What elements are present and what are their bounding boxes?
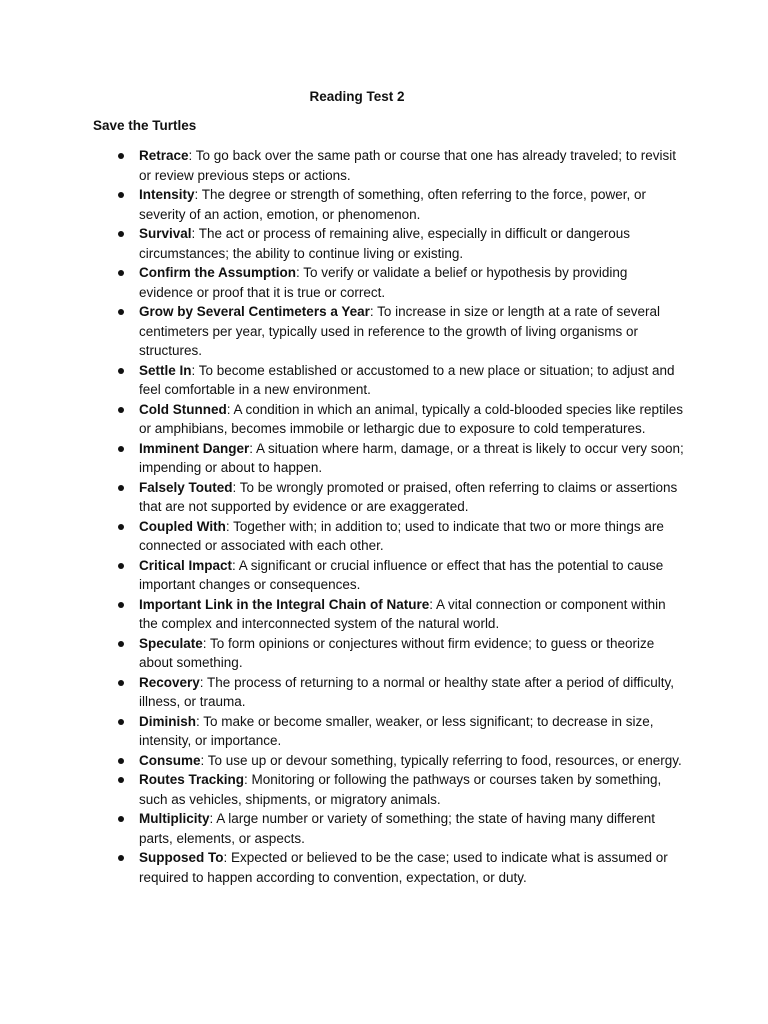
- term-definition: : To use up or devour something, typically referring to food, resources, or energy.: [200, 752, 682, 768]
- list-item: [139, 302, 684, 361]
- bullet-icon: [118, 270, 124, 276]
- list-item: [139, 556, 684, 595]
- term-definition: : A vital connection or component within the complex and interconnected system of the natural world.: [139, 596, 666, 631]
- list-item: [139, 400, 684, 439]
- term-label: Confirm the Assumption: [139, 265, 296, 280]
- list-item: [139, 634, 684, 673]
- list-item: [139, 809, 684, 848]
- term-label: Critical Impact: [139, 557, 233, 573]
- term-label: Consume: [139, 752, 201, 768]
- term-label: Routes Tracking: [139, 772, 245, 787]
- bullet-icon: [118, 153, 124, 159]
- term-label: Settle In: [139, 362, 192, 378]
- list-item: [139, 439, 684, 478]
- term-definition: : To be wrongly promoted or praised, often referring to claims or assertions that are not supported by evidence or are exaggerated.: [139, 479, 678, 514]
- term-definition: : To verify or validate a belief or hypothesis by providing evidence or proof that it is true or correct.: [139, 265, 628, 300]
- bullet-icon: [118, 680, 124, 686]
- bullet-icon: [118, 231, 124, 237]
- bullet-icon: [118, 641, 124, 647]
- list-item: [139, 770, 684, 809]
- bullet-icon: [118, 602, 124, 608]
- term-definition: : To make or become smaller, weaker, or less significant; to decrease in size, intensity, or importance.: [139, 713, 654, 748]
- bullet-icon: [118, 407, 124, 413]
- bullet-icon: [118, 192, 124, 198]
- term-definition: : Expected or believed to be the case; used to indicate what is assumed or required to happen according to convention, expectation, or duty.: [139, 850, 668, 885]
- list-item: [139, 263, 684, 302]
- bullet-icon: [118, 758, 124, 764]
- term-label: Survival: [139, 226, 192, 241]
- term-label: Supposed To: [139, 850, 224, 865]
- section-title: Save the Turtles: [93, 118, 197, 133]
- term-definition: : A situation where harm, damage, or a threat is likely to occur very soon; impending or about to happen.: [139, 440, 684, 475]
- list-item: [139, 848, 684, 887]
- bullet-icon: [118, 719, 124, 725]
- term-label: Grow by Several Centimeters a Year: [139, 304, 370, 319]
- bullet-icon: [118, 368, 124, 374]
- term-definition: : The process of returning to a normal or healthy state after a period of difficulty, illness, or trauma.: [139, 674, 675, 709]
- bullet-icon: [118, 563, 124, 569]
- term-definition: : A significant or crucial influence or effect that has the potential to cause important changes or consequences.: [139, 557, 664, 592]
- bullet-icon: [118, 485, 124, 491]
- term-definition: : The act or process of remaining alive, especially in difficult or dangerous circumstances; the ability to continue living or existing.: [139, 226, 631, 261]
- term-label: Falsely Touted: [139, 479, 233, 495]
- list-item: [139, 361, 684, 400]
- bullet-icon: [118, 524, 124, 530]
- list-item: [139, 712, 684, 751]
- term-definition: : To go back over the same path or course that one has already traveled; to revisit or review previous steps or actions.: [139, 148, 677, 183]
- bullet-icon: [118, 855, 124, 861]
- term-label: Retrace: [139, 148, 189, 163]
- term-label: Cold Stunned: [139, 401, 227, 417]
- term-label: Speculate: [139, 635, 203, 651]
- document-title: Reading Test 2: [309, 89, 405, 104]
- list-item: [139, 146, 684, 185]
- bullet-icon: [118, 816, 124, 822]
- term-label: Diminish: [139, 713, 197, 729]
- term-definition: : Monitoring or following the pathways or courses taken by something, such as vehicles, shipments, or migratory animals.: [139, 772, 662, 807]
- list-item: [139, 751, 684, 771]
- term-label: Multiplicity: [139, 811, 210, 826]
- list-item: [139, 185, 684, 224]
- term-label: Intensity: [139, 187, 195, 202]
- term-label: Imminent Danger: [139, 440, 250, 456]
- term-label: Coupled With: [139, 518, 226, 534]
- list-item: [139, 478, 684, 517]
- vocabulary-list: [139, 146, 684, 887]
- bullet-icon: [118, 777, 124, 783]
- term-label: Important Link in the Integral Chain of Nature: [139, 596, 430, 612]
- term-label: Recovery: [139, 674, 200, 690]
- term-definition: : The degree or strength of something, often referring to the force, power, or severity of an action, emotion, or phenomenon.: [139, 187, 647, 222]
- bullet-icon: [118, 446, 124, 452]
- term-definition: : To become established or accustomed to a new place or situation; to adjust and feel comfortable in a new environment.: [139, 362, 675, 397]
- list-item: [139, 224, 684, 263]
- term-definition: : A large number or variety of something; the state of having many different parts, elements, or aspects.: [139, 811, 655, 846]
- term-definition: : To increase in size or length at a rate of several centimeters per year, typically used in reference to the growth of living organisms or structures.: [139, 304, 661, 358]
- list-item: [139, 673, 684, 712]
- term-definition: : A condition in which an animal, typically a cold-blooded species like reptiles or amphibians, becomes immobile or lethargic due to exposure to cold temperatures.: [139, 401, 684, 436]
- list-item: [139, 517, 684, 556]
- term-definition: : To form opinions or conjectures without firm evidence; to guess or theorize about something.: [139, 635, 655, 670]
- list-item: [139, 595, 684, 634]
- bullet-icon: [118, 309, 124, 315]
- term-definition: : Together with; in addition to; used to indicate that two or more things are connected or associated with each other.: [139, 518, 664, 553]
